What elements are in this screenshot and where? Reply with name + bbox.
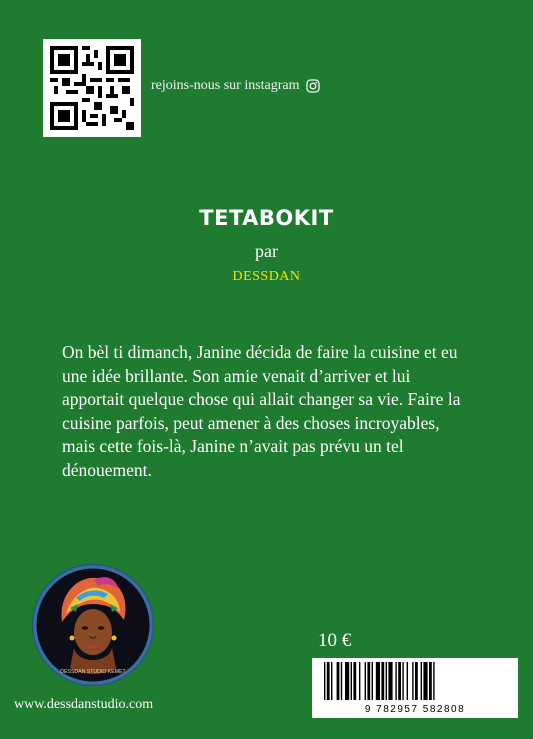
instagram-label: rejoins-nous sur instagram — [151, 78, 300, 93]
barcode-bars — [322, 662, 508, 700]
qr-code-icon — [50, 46, 134, 130]
by-label: par — [255, 241, 278, 261]
instagram-invite[interactable] — [151, 78, 320, 94]
logo-text: DESSDAN STUDIO KEMET — [60, 669, 126, 675]
publisher-logo — [32, 564, 154, 686]
website-link[interactable]: www.dessdanstudio.com — [14, 697, 154, 712]
book-title: TETABOKIT — [199, 206, 334, 230]
author-name: DESSDAN — [232, 269, 301, 284]
isbn-digits: 9 782957 582808 — [364, 704, 466, 715]
book-blurb: On bèl ti dimanch, Janine décida de faire la cuisine et eu une idée brillante. Son amie venait d’arriver et lui apportait quelque chose qui allait changer sa vie. Faire la cuisine parfois, peut amener à des choses incroyables, mais cette fois-là, Janine n’avait pas prévu un tel dénouement. — [62, 342, 461, 480]
isbn-barcode — [312, 658, 518, 718]
instagram-icon — [306, 79, 320, 93]
qr-code[interactable] — [43, 39, 141, 137]
price: 10 € — [318, 630, 352, 651]
